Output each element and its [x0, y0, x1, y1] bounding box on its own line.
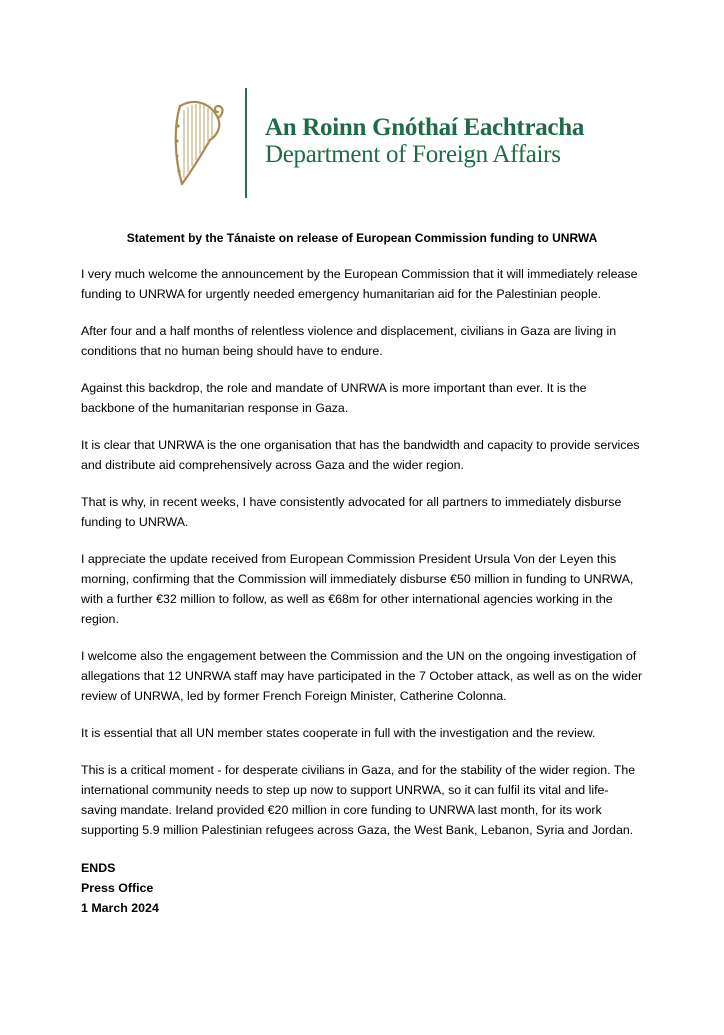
letterhead — [0, 0, 724, 210]
paragraph: It is clear that UNRWA is the one organisation that has the bandwidth and capacity to provide services and distribute aid comprehensively across Gaza and the wider region. — [81, 438, 640, 472]
statement-title: Statement by the Tánaiste on release of European Commission funding to UNRWA — [126, 231, 598, 245]
ends-marker: ENDS — [81, 861, 116, 875]
signoff — [81, 858, 643, 918]
paragraph: Against this backdrop, the role and mandate of UNRWA is more important than ever. It is the backbone of the humanitarian response in Gaza. — [81, 381, 587, 415]
statement-date: 1 March 2024 — [81, 901, 159, 915]
paragraph: I appreciate the update received from European Commission President Ursula Von der Leyen this morning, confirming that the Commission will immediately disburse €50 million in funding to UNRWA, with a further €32 million to follow, as well as €68m for other international agencies working in the region. — [81, 552, 634, 626]
paragraph: I very much welcome the announcement by the European Commission that it will immediately release funding to UNRWA for urgently needed emergency humanitarian aid for the Palestinian people. — [81, 267, 638, 301]
paragraph: This is a critical moment - for desperate civilians in Gaza, and for the stability of the wider region. The international community needs to step up now to support UNRWA, so it can fulfil its vital and life-saving mandate. Ireland provided €20 million in core funding to UNRWA last month, for its work supporting 5.9 million Palestinian refugees across Gaza, the West Bank, Lebanon, Syria and Jordan. — [81, 763, 636, 837]
statement-body — [81, 228, 643, 918]
paragraph: After four and a half months of relentless violence and displacement, civilians in Gaza are living in conditions that no human being should have to endure. — [81, 324, 617, 358]
letterhead-divider — [245, 88, 247, 198]
harp-icon — [166, 96, 228, 190]
paragraph: It is essential that all UN member states cooperate in full with the investigation and the review. — [81, 726, 596, 740]
department-name-irish: An Roinn Gnóthaí Eachtracha — [265, 114, 585, 141]
press-office-label: Press Office — [81, 881, 154, 895]
paragraph: That is why, in recent weeks, I have consistently advocated for all partners to immediately disburse funding to UNRWA. — [81, 495, 622, 529]
paragraph: I welcome also the engagement between the Commission and the UN on the ongoing investigation of allegations that 12 UNRWA staff may have participated in the 7 October attack, as well as on the wider review of UNRWA, led by former French Foreign Minister, Catherine Colonna. — [81, 649, 643, 703]
department-name-english: Department of Foreign Affairs — [265, 141, 561, 168]
